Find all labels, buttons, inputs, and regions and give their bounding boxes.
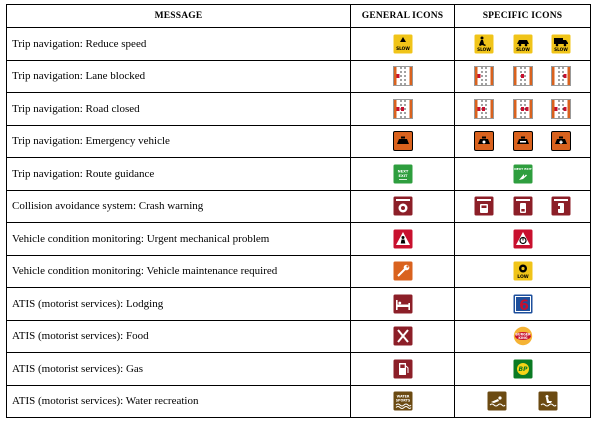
specific-icon-row xyxy=(455,66,590,86)
specific-icons-cell xyxy=(455,255,591,288)
mechanic-warning-icon xyxy=(393,229,413,249)
specific-icons-cell xyxy=(455,353,591,386)
crash-warning-icon xyxy=(393,196,413,216)
lane-blocked-left-icon xyxy=(474,66,494,86)
lane-blocked-center-icon xyxy=(513,66,533,86)
general-icon-cell xyxy=(351,288,455,321)
svg-text:NEXT EXIT: NEXT EXIT xyxy=(513,166,532,171)
specific-icon-row xyxy=(455,99,590,119)
svg-text:EXIT: EXIT xyxy=(397,173,408,178)
specific-icons-cell xyxy=(455,385,591,418)
message-cell: Trip navigation: Lane blocked xyxy=(7,60,351,93)
specific-icons-cell xyxy=(455,60,591,93)
svg-text:SLOW: SLOW xyxy=(395,45,410,51)
police-car-icon xyxy=(474,131,494,151)
table-row xyxy=(7,320,591,353)
header-general-icons: GENERAL ICONS xyxy=(351,5,455,28)
svg-text:6: 6 xyxy=(518,297,529,314)
general-icon-cell xyxy=(351,93,455,126)
message-cell: Trip navigation: Route guidance xyxy=(7,158,351,191)
next-exit-icon xyxy=(393,164,413,184)
slow-sign-icon xyxy=(393,34,413,54)
next-exit-arrow-icon xyxy=(513,164,533,184)
specific-icons-cell xyxy=(455,320,591,353)
icon-table xyxy=(6,4,591,418)
water-sports-icon xyxy=(393,391,413,411)
bed-icon xyxy=(393,294,413,314)
specific-icon-row xyxy=(455,326,590,346)
slow-car-icon xyxy=(513,34,533,54)
specific-icon-row xyxy=(455,294,590,314)
general-icon-cell xyxy=(351,320,455,353)
general-icon-cell xyxy=(351,353,455,386)
crash-warning-rear-icon xyxy=(513,196,533,216)
svg-text:LOW: LOW xyxy=(516,275,529,281)
road-closed-barrier-icon xyxy=(474,99,494,119)
table-row xyxy=(7,60,591,93)
message-cell: Trip navigation: Emergency vehicle xyxy=(7,125,351,158)
message-cell: Trip navigation: Reduce speed xyxy=(7,28,351,61)
message-cell: ATIS (motorist services): Gas xyxy=(7,353,351,386)
specific-icons-cell xyxy=(455,125,591,158)
header-specific-icons: SPECIFIC ICONS xyxy=(455,5,591,28)
table-row xyxy=(7,158,591,191)
slow-construction-worker-icon xyxy=(474,34,494,54)
specific-icon-row xyxy=(455,229,590,249)
table-row xyxy=(7,288,591,321)
table-row xyxy=(7,93,591,126)
svg-text:SLOW: SLOW xyxy=(554,46,569,52)
gas-pump-icon xyxy=(393,359,413,379)
svg-text:BP: BP xyxy=(518,365,527,373)
message-cell: ATIS (motorist services): Water recreation xyxy=(7,385,351,418)
specific-icon-row xyxy=(455,164,590,184)
specific-icon-row xyxy=(455,196,590,216)
emergency-vehicle-icon xyxy=(393,131,413,151)
brake-warning-icon xyxy=(513,229,533,249)
general-icon-cell xyxy=(351,125,455,158)
general-icon-cell xyxy=(351,385,455,418)
svg-text:SPORTS: SPORTS xyxy=(395,398,410,403)
specific-icons-cell xyxy=(455,190,591,223)
specific-icons-cell xyxy=(455,28,591,61)
crash-warning-front-icon xyxy=(474,196,494,216)
general-icon-cell xyxy=(351,190,455,223)
header-message: MESSAGE xyxy=(7,5,351,28)
road-closed-sign-icon xyxy=(551,99,571,119)
low-oil-icon xyxy=(513,261,533,281)
specific-icon-row xyxy=(455,131,590,151)
specific-icons-cell xyxy=(455,158,591,191)
message-cell: ATIS (motorist services): Food xyxy=(7,320,351,353)
svg-text:NEXT: NEXT xyxy=(397,169,408,174)
table-row xyxy=(7,28,591,61)
specific-icon-row xyxy=(455,34,590,54)
specific-icons-cell xyxy=(455,288,591,321)
table-row xyxy=(7,353,591,386)
general-icon-cell xyxy=(351,223,455,256)
svg-text:KING: KING xyxy=(517,336,528,341)
message-cell: Collision avoidance system: Crash warning xyxy=(7,190,351,223)
fire-truck-icon xyxy=(513,131,533,151)
wrench-icon xyxy=(393,261,413,281)
svg-text:BURGER: BURGER xyxy=(514,332,531,337)
crash-warning-side-icon xyxy=(551,196,571,216)
svg-text:SLOW: SLOW xyxy=(476,46,491,52)
burger-king-logo-icon xyxy=(513,326,533,346)
svg-text:SLOW: SLOW xyxy=(515,46,530,52)
table-row xyxy=(7,255,591,288)
road-closed-icon xyxy=(393,99,413,119)
specific-icons-cell xyxy=(455,93,591,126)
ambulance-icon xyxy=(551,131,571,151)
table-row xyxy=(7,385,591,418)
table-row xyxy=(7,223,591,256)
specific-icon-row xyxy=(455,359,590,379)
message-cell: ATIS (motorist services): Lodging xyxy=(7,288,351,321)
specific-icon-row xyxy=(455,391,590,411)
specific-icon-row xyxy=(455,261,590,281)
svg-text:WATER: WATER xyxy=(396,394,409,399)
message-cell: Vehicle condition monitoring: Urgent mechanical problem xyxy=(7,223,351,256)
table-row xyxy=(7,125,591,158)
jet-ski-icon xyxy=(538,391,558,411)
header-row xyxy=(7,5,591,28)
message-cell: Vehicle condition monitoring: Vehicle maintenance required xyxy=(7,255,351,288)
general-icon-cell xyxy=(351,158,455,191)
lane-blocked-icon xyxy=(393,66,413,86)
swimming-icon xyxy=(487,391,507,411)
general-icon-cell xyxy=(351,28,455,61)
fork-knife-icon xyxy=(393,326,413,346)
slow-truck-icon xyxy=(551,34,571,54)
motel-6-logo-icon xyxy=(513,294,533,314)
general-icon-cell xyxy=(351,60,455,93)
general-icon-cell xyxy=(351,255,455,288)
bp-logo-icon xyxy=(513,359,533,379)
message-cell: Trip navigation: Road closed xyxy=(7,93,351,126)
lane-blocked-right-icon xyxy=(551,66,571,86)
road-closed-cones-icon xyxy=(513,99,533,119)
specific-icons-cell xyxy=(455,223,591,256)
table-row xyxy=(7,190,591,223)
